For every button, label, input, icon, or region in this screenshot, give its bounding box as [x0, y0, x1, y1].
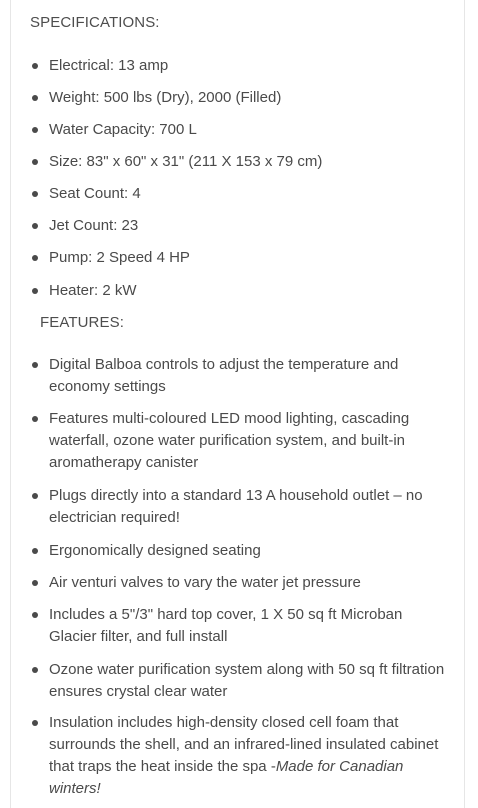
list-item: [32, 485, 452, 529]
features-heading: FEATURES:: [40, 314, 124, 331]
bullet-icon: [32, 288, 38, 294]
bullet-icon: [32, 720, 38, 726]
list-item: [32, 87, 452, 109]
spec-jet-count: Jet Count: 23: [49, 217, 139, 234]
list-item: [32, 280, 452, 302]
feature-lighting: Features multi-coloured LED mood lighting, cascading waterfall, ozone water purification system, and built-in aromatherapy canister: [49, 410, 410, 471]
feature-plugs: Plugs directly into a standard 13 A household outlet – no electrician required!: [49, 487, 423, 526]
bullet-icon: [32, 63, 38, 69]
list-item: [32, 712, 452, 800]
list-item: [32, 354, 452, 398]
bullet-icon: [32, 580, 38, 586]
feature-controls: Digital Balboa controls to adjust the temperature and economy settings: [49, 356, 399, 395]
list-item: [32, 119, 452, 141]
feature-insulation: [49, 712, 452, 800]
bullet-icon: [32, 548, 38, 554]
bullet-icon: [32, 493, 38, 499]
list-item: [32, 215, 452, 237]
spec-heater: Heater: 2 kW: [49, 282, 137, 299]
bullet-icon: [32, 612, 38, 618]
bullet-icon: [32, 191, 38, 197]
list-item: [32, 659, 452, 703]
bullet-icon: [32, 95, 38, 101]
list-item: [32, 572, 452, 594]
feature-valves: Air venturi valves to vary the water jet pressure: [49, 574, 361, 591]
spec-size: Size: 83" x 60" x 31" (211 X 153 x 79 cm): [49, 153, 323, 170]
spec-weight: Weight: 500 lbs (Dry), 2000 (Filled): [49, 89, 282, 106]
list-item: [32, 540, 452, 562]
spec-seat-count: Seat Count: 4: [49, 185, 141, 202]
list-item: [32, 408, 452, 474]
list-item: [32, 604, 452, 648]
bullet-icon: [32, 223, 38, 229]
bullet-icon: [32, 667, 38, 673]
feature-seating: Ergonomically designed seating: [49, 542, 261, 559]
feature-insulation-emphasis: Made for Canadian winters!: [49, 758, 404, 797]
bullet-icon: [32, 159, 38, 165]
spec-pump: Pump: 2 Speed 4 HP: [49, 249, 190, 266]
list-item: [32, 247, 452, 269]
bullet-icon: [32, 416, 38, 422]
bullet-icon: [32, 362, 38, 368]
list-item: [32, 151, 452, 173]
feature-ozone: Ozone water purification system along with 50 sq ft filtration ensures crystal clear water: [49, 661, 445, 700]
spec-electrical: Electrical: 13 amp: [49, 57, 169, 74]
bullet-icon: [32, 127, 38, 133]
list-item: [32, 55, 452, 77]
list-item: [32, 183, 452, 205]
feature-insulation-text: Insulation includes high-density closed cell foam that surrounds the shell, and an infrared-lined insulated cabinet that traps the heat inside the spa -: [49, 714, 439, 775]
feature-cover: Includes a 5"/3" hard top cover, 1 X 50 sq ft Microban Glacier filter, and full install: [49, 606, 403, 645]
specifications-heading: SPECIFICATIONS:: [30, 14, 160, 31]
spec-water-capacity: Water Capacity: 700 L: [49, 121, 197, 138]
bullet-icon: [32, 255, 38, 261]
